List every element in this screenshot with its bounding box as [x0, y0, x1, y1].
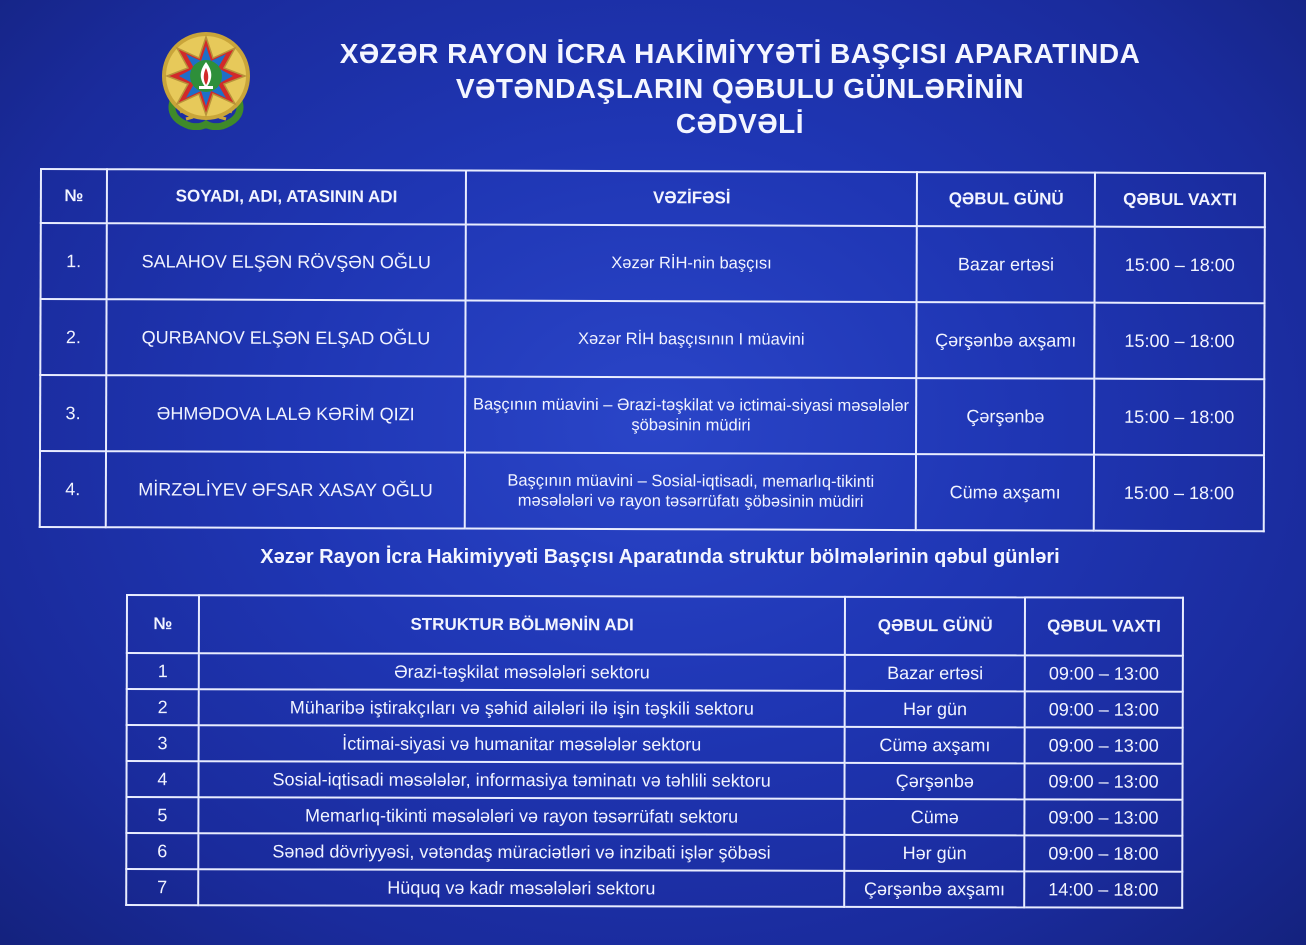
official-position: Başçının müavini – Ərazi-təşkilat və ictimai-siyasi məsələlər şöbəsinin müdiri	[465, 376, 916, 454]
title-line-1: XƏZƏR RAYON İCRA HAKİMİYYƏTİ BAŞÇISI APARATINDA	[339, 38, 1141, 69]
row-number: 2.	[40, 299, 106, 375]
table-row	[40, 375, 1264, 455]
unit-name: Memarlıq-tikinti məsələləri və rayon təsərrüfatı sektoru	[198, 797, 845, 835]
reception-time: 15:00 – 18:00	[1095, 227, 1265, 304]
table-header-row	[127, 595, 1183, 656]
column-header-number: №	[127, 595, 199, 653]
reception-time: 09:00 – 13:00	[1025, 655, 1183, 691]
reception-time: 15:00 – 18:00	[1094, 379, 1264, 456]
table-row	[41, 223, 1265, 303]
column-header-number: №	[41, 169, 107, 223]
reception-time: 15:00 – 18:00	[1094, 455, 1264, 532]
row-number: 6	[126, 833, 198, 869]
official-position: Xəzər RİH-nin başçısı	[466, 224, 917, 302]
reception-day: Hər gün	[845, 691, 1025, 727]
reception-day: Çərşənbə axşamı	[917, 302, 1095, 379]
table-row	[126, 869, 1182, 908]
reception-time: 14:00 – 18:00	[1024, 871, 1182, 907]
official-name: ƏHMƏDOVA LALƏ KƏRİM QIZI	[106, 375, 466, 452]
title-line-3: CƏDVƏLİ	[675, 108, 805, 139]
reception-day: Hər gün	[845, 835, 1025, 871]
table-row	[127, 653, 1183, 692]
column-header-reception-day: QƏBUL GÜNÜ	[917, 172, 1095, 227]
official-position: Başçının müavini – Sosial-iqtisadi, memarlıq-tikinti məsələləri və rayon təsərrüfatı şöbəsinin müdiri	[465, 452, 916, 530]
reception-day: Cümə axşamı	[845, 727, 1025, 763]
table-row	[40, 451, 1264, 531]
row-number: 5	[126, 797, 198, 833]
unit-name: Sənəd dövriyyəsi, vətəndaş müraciətləri və inzibati işlər şöbəsi	[198, 833, 845, 871]
row-number: 3	[127, 725, 199, 761]
reception-time: 15:00 – 18:00	[1094, 303, 1264, 380]
reception-day: Cümə axşamı	[916, 454, 1094, 531]
column-header-position: VƏZİFƏSİ	[466, 170, 917, 226]
table-row	[126, 833, 1182, 872]
column-header-reception-day: QƏBUL GÜNÜ	[845, 597, 1025, 655]
table-row	[127, 689, 1183, 728]
table-row	[40, 299, 1264, 379]
row-number: 4.	[40, 451, 106, 527]
column-header-full-name: SOYADI, ADI, ATASININ ADI	[107, 169, 467, 224]
unit-name: İctimai-siyasi və humanitar məsələlər sektoru	[198, 725, 845, 763]
table-row	[127, 725, 1183, 764]
official-name: QURBANOV ELŞƏN ELŞAD OĞLU	[106, 299, 466, 376]
section-subtitle: Xəzər Rayon İcra Hakimiyyəti Başçısı Aparatında struktur bölmələrinin qəbul günləri	[260, 546, 1060, 568]
title-line-2: VƏTƏNDAŞLARIN QƏBULU GÜNLƏRİNİN	[455, 73, 1025, 104]
structural-units-table	[125, 594, 1184, 909]
column-header-reception-time: QƏBUL VAXTI	[1025, 597, 1183, 655]
official-name: MİRZƏLİYEV ƏFSAR XASAY OĞLU	[106, 451, 466, 528]
row-number: 3.	[40, 375, 106, 451]
row-number: 2	[127, 689, 199, 725]
table-row	[126, 761, 1182, 800]
row-number: 7	[126, 869, 198, 905]
officials-reception-table	[39, 168, 1266, 532]
reception-time: 09:00 – 13:00	[1025, 763, 1183, 799]
reception-time: 09:00 – 18:00	[1024, 835, 1182, 871]
reception-day: Çərşənbə axşamı	[845, 871, 1025, 907]
column-header-unit-name: STRUKTUR BÖLMƏNİN ADI	[199, 595, 846, 655]
reception-time: 09:00 – 13:00	[1025, 799, 1183, 835]
row-number: 1.	[41, 223, 107, 299]
page-title	[300, 36, 1180, 141]
column-header-reception-time: QƏBUL VAXTI	[1095, 173, 1265, 228]
official-name: SALAHOV ELŞƏN RÖVŞƏN OĞLU	[106, 223, 466, 300]
reception-day: Bazar ertəsi	[917, 226, 1095, 303]
row-number: 1	[127, 653, 199, 689]
unit-name: Müharibə iştirakçıları və şəhid ailələri ilə işin təşkili sektoru	[199, 689, 846, 727]
reception-day: Bazar ertəsi	[845, 655, 1025, 691]
unit-name: Hüquq və kadr məsələləri sektoru	[198, 869, 845, 907]
unit-name: Sosial-iqtisadi məsələlər, informasiya təminatı və təhlili sektoru	[198, 761, 845, 799]
reception-day: Çərşənbə	[845, 763, 1025, 799]
unit-name: Ərazi-təşkilat məsələləri sektoru	[199, 653, 846, 691]
reception-time: 09:00 – 13:00	[1025, 727, 1183, 763]
state-emblem-icon	[160, 28, 252, 130]
reception-day: Cümə	[845, 799, 1025, 835]
table-header-row	[41, 169, 1265, 227]
reception-day: Çərşənbə	[916, 378, 1094, 455]
reception-time: 09:00 – 13:00	[1025, 691, 1183, 727]
row-number: 4	[126, 761, 198, 797]
official-position: Xəzər RİH başçısının I müavini	[466, 300, 917, 378]
table-row	[126, 797, 1182, 836]
